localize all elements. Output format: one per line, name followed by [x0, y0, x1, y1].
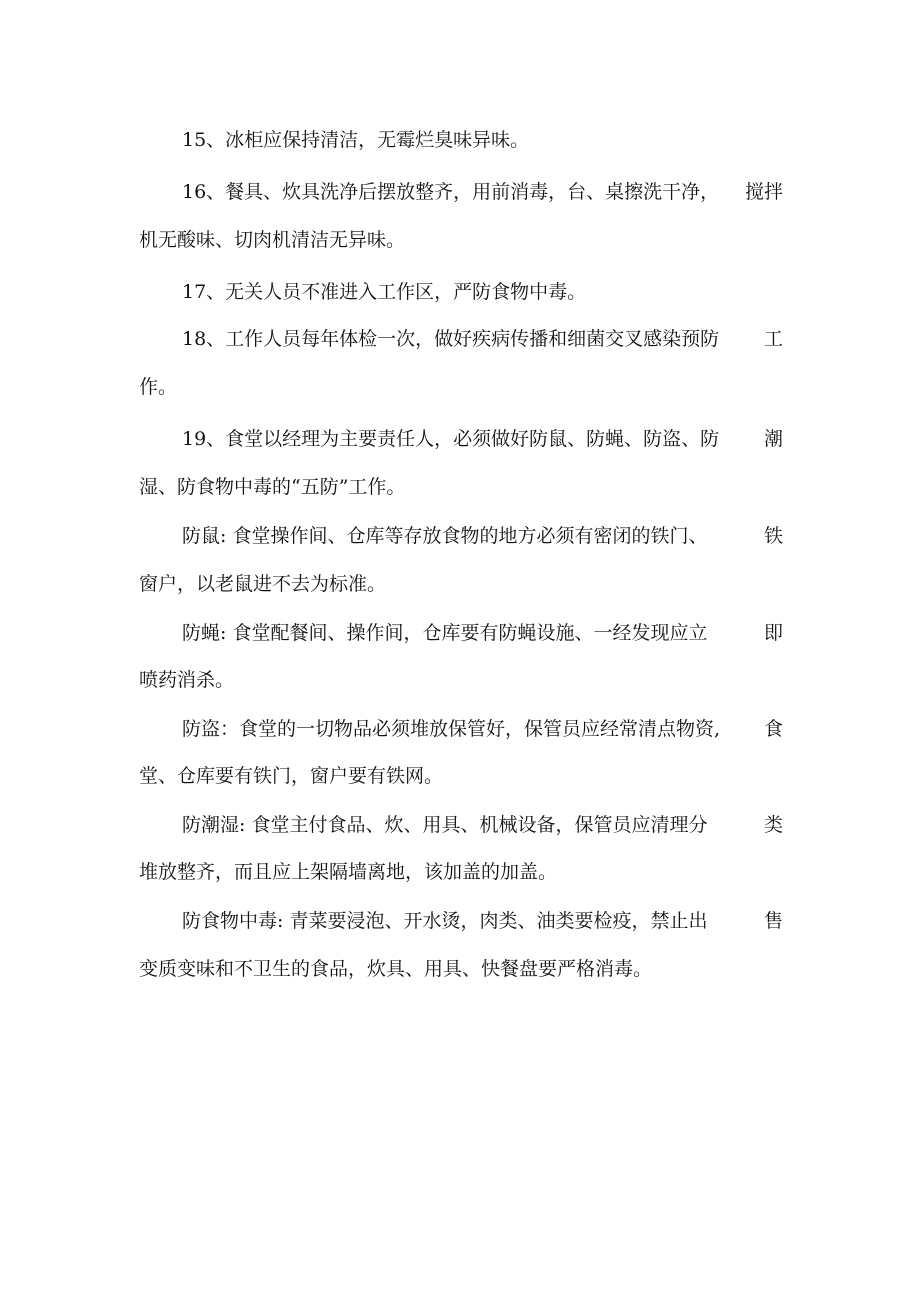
text-segment: 堆放整齐，而且应上架隔墙离地，该加盖的加盖。: [139, 861, 558, 883]
paragraph-food-poisoning-prevention-line-2: [139, 957, 783, 981]
paragraph-rat-prevention-line-1: [182, 524, 783, 548]
paragraph-item-18-line-2: [139, 375, 783, 399]
paragraph-item-16-line-1: [182, 180, 783, 204]
paragraph-rat-prevention-line-2: [139, 572, 783, 596]
paragraph-fly-prevention-line-1: [182, 621, 783, 645]
text-segment-end: 即: [763, 622, 783, 644]
text-segment: 19、食堂以经理为主要责任人，必须做好防鼠、防蝇、防盗、防: [182, 428, 720, 450]
text-segment: 16、餐具、炊具洗净后摆放整齐，用前消毒，台、桌擦洗干净，: [182, 181, 720, 203]
text-segment: 防蝇: 食堂配餐间、操作间，仓库要有防蝇设施、一经发现应立: [182, 622, 708, 644]
text-segment: 防鼠: 食堂操作间、仓库等存放食物的地方必须有密闭的铁门、: [182, 525, 708, 547]
paragraph-fly-prevention-line-2: [139, 668, 783, 692]
paragraph-item-17-line-1: [182, 280, 783, 304]
paragraph-item-19-line-1: [182, 427, 783, 451]
text-segment: 窗户，以老鼠进不去为标准。: [139, 573, 387, 595]
paragraph-item-15-line-1: [182, 128, 783, 152]
text-segment: 喷药消杀。: [139, 669, 235, 691]
paragraph-item-16-line-2: [139, 228, 783, 252]
paragraph-moisture-prevention-line-2: [139, 860, 783, 884]
paragraph-food-poisoning-prevention-line-1: [182, 909, 783, 933]
text-segment-end: 搅拌: [744, 181, 783, 203]
text-segment: 变质变味和不卫生的食品，炊具、用具、快餐盘要严格消毒。: [139, 958, 653, 980]
text-segment: 17、无关人员不准进入工作区，严防食物中毒。: [182, 281, 587, 303]
paragraph-item-19-line-2: [139, 475, 783, 499]
text-segment: 15、冰柜应保持清洁，无霉烂臭味异味。: [182, 129, 530, 151]
text-segment-end: 食: [763, 718, 783, 740]
text-segment: 防食物中毒: 青菜要浸泡、开水烫，肉类、油类要检疫，禁止出: [182, 910, 708, 932]
paragraph-moisture-prevention-line-1: [182, 813, 783, 837]
text-segment-end: 铁: [763, 525, 783, 547]
text-segment: 作。: [139, 376, 178, 398]
text-segment-end: 工: [763, 328, 783, 350]
text-segment-end: 类: [763, 814, 783, 836]
paragraph-theft-prevention-line-1: [182, 717, 783, 741]
text-segment: 防盗：食堂的一切物品必须堆放保管好，保管员应经常清点物资,: [182, 718, 721, 740]
text-segment: 防潮湿: 食堂主付食品、炊、用具、机械设备，保管员应清理分: [182, 814, 708, 836]
text-segment: 18、工作人员每年体检一次，做好疾病传播和细菌交叉感染预防: [182, 328, 720, 350]
text-segment: 湿、防食物中毒的“五防”工作。: [139, 476, 406, 498]
paragraph-theft-prevention-line-2: [139, 764, 783, 788]
text-segment-end: 潮: [763, 428, 783, 450]
text-segment: 机无酸味、切肉机清洁无异味。: [139, 229, 406, 251]
text-segment-end: 售: [763, 910, 783, 932]
paragraph-item-18-line-1: [182, 327, 783, 351]
text-segment: 堂、仓库要有铁门，窗户要有铁网。: [139, 765, 444, 787]
